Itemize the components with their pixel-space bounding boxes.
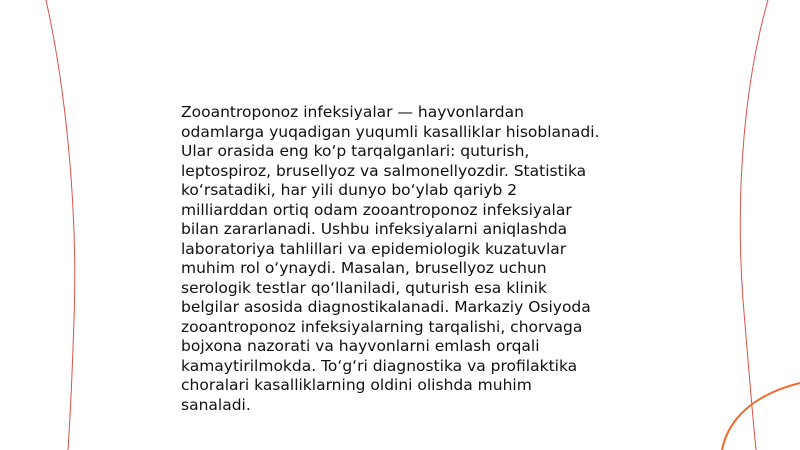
right-curve [740, 0, 768, 450]
accent-arc [722, 383, 800, 450]
left-curve [46, 0, 75, 450]
body-paragraph: Zooantroponoz infeksiyalar — hayvonlardan odamlarga yuqadigan yuqumli kasalliklar hisoblanadi. Ular orasida eng ko‘p tarqalganlari: quturish, leptospiroz, brusellyoz va salmonellyozdir. Statistika ko‘rsatadiki, har yili dunyo bo‘ylab qariyb 2 milliarddan ortiq odam zooantroponoz infeksiyalar bilan zararlanadi. Ushbu infeksiyalarni aniqlashda laboratoriya tahlillari va epidemiologik kuzatuvlar muhim rol o‘ynaydi. Masalan, brusellyoz uchun serologik testlar qo‘llaniladi, quturish esa klinik belgilar asosida diagnostikalanadi. Markaziy Osiyoda zooantroponoz infeksiyalarning tarqalishi, chorvaga bojxona nazorati va hayvonlarni emlash orqali kamaytirilmokda. To‘g‘ri diagnostika va profilaktika choralari kasalliklarning oldini olishda muhim sanaladi. [181, 103, 600, 414]
